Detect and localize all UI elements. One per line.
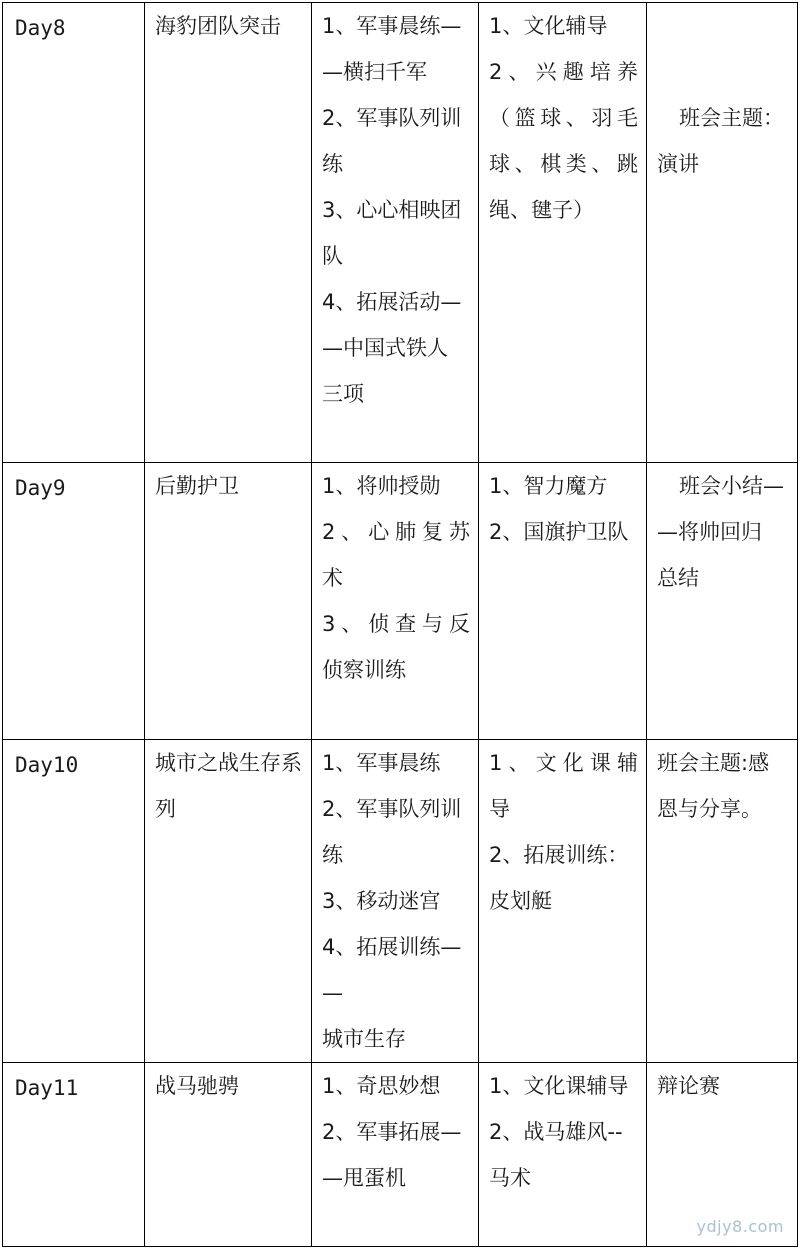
cell-line: —将帅回归 bbox=[657, 520, 762, 544]
cell-line: 城市生存 bbox=[322, 1027, 406, 1051]
cell-line: 1、将帅授勋 bbox=[322, 474, 441, 498]
day-cell: Day10 bbox=[3, 740, 145, 1063]
cell-line: —中国式铁人 bbox=[322, 336, 448, 360]
activities-cell bbox=[479, 3, 647, 463]
cell-line: 侦察训练 bbox=[322, 658, 406, 682]
cell-line bbox=[657, 49, 789, 95]
table-row bbox=[3, 463, 798, 740]
table-row bbox=[3, 3, 798, 463]
evening-cell bbox=[647, 3, 798, 463]
cell-line: 1、军事晨练 bbox=[322, 751, 441, 775]
cell-line: 2、军事队列训 bbox=[322, 106, 462, 130]
activities-cell bbox=[479, 463, 647, 740]
cell-line: 3、心心相映团 bbox=[322, 198, 462, 222]
theme-cell bbox=[145, 3, 312, 463]
activities-cell bbox=[479, 1063, 647, 1247]
military-training-cell bbox=[312, 1063, 479, 1247]
cell-line: 2、兴趣培养 bbox=[489, 60, 638, 84]
schedule-table bbox=[2, 2, 798, 1247]
cell-line: 马术 bbox=[489, 1166, 531, 1190]
theme-text: 海豹团队突击 bbox=[155, 14, 281, 38]
cell-line: 绳、毽子） bbox=[489, 198, 594, 222]
cell-line: 班会主题:感 bbox=[657, 751, 770, 775]
cell-line: 1、文化课辅导 bbox=[489, 1074, 629, 1098]
cell-line: 术 bbox=[322, 566, 343, 590]
cell-line: 4、拓展训练— bbox=[322, 935, 462, 959]
cell-line: 班会主题： bbox=[679, 106, 784, 130]
cell-line: 1、奇思妙想 bbox=[322, 1074, 441, 1098]
theme-cell bbox=[145, 1063, 312, 1247]
cell-line: 1、智力魔方 bbox=[489, 474, 608, 498]
cell-line: 4、拓展活动— bbox=[322, 290, 462, 314]
cell-line: 总结 bbox=[657, 566, 699, 590]
cell-line: 1、文化辅导 bbox=[489, 14, 608, 38]
evening-cell bbox=[647, 740, 798, 1063]
military-training-cell bbox=[312, 463, 479, 740]
cell-line: 2、国旗护卫队 bbox=[489, 520, 629, 544]
cell-line: 1、军事晨练— bbox=[322, 14, 462, 38]
cell-line: 3、移动迷宫 bbox=[322, 889, 441, 913]
cell-line bbox=[657, 3, 789, 49]
cell-line: 皮划艇 bbox=[489, 889, 552, 913]
table-row bbox=[3, 1063, 798, 1247]
table-row bbox=[3, 740, 798, 1063]
cell-line: 导 bbox=[489, 797, 510, 821]
military-training-cell bbox=[312, 3, 479, 463]
watermark: ydjy8.com bbox=[696, 1217, 784, 1236]
cell-line: 队 bbox=[322, 244, 343, 268]
cell-line: 班会小结— bbox=[679, 474, 784, 498]
cell-line: 演讲 bbox=[657, 152, 699, 176]
cell-line: — bbox=[322, 981, 343, 1005]
cell-line: 2、拓展训练： bbox=[489, 843, 629, 867]
theme-text: 后勤护卫 bbox=[155, 474, 239, 498]
day-cell: Day8 bbox=[3, 3, 145, 463]
cell-line: 恩与分享。 bbox=[657, 797, 762, 821]
cell-line: 1、文化课辅 bbox=[489, 751, 638, 775]
day-cell: Day11 bbox=[3, 1063, 145, 1247]
cell-line: 2、战马雄风-- bbox=[489, 1120, 623, 1144]
theme-cell bbox=[145, 463, 312, 740]
theme-text: 战马驰骋 bbox=[155, 1074, 239, 1098]
cell-line: 练 bbox=[322, 152, 343, 176]
activities-cell bbox=[479, 740, 647, 1063]
cell-line: 2、军事队列训 bbox=[322, 797, 462, 821]
cell-line: —甩蛋机 bbox=[322, 1166, 406, 1190]
evening-cell bbox=[647, 463, 798, 740]
cell-line: 3、侦查与反 bbox=[322, 612, 470, 636]
cell-line: —横扫千军 bbox=[322, 60, 427, 84]
cell-line: 2、军事拓展— bbox=[322, 1120, 462, 1144]
theme-cell bbox=[145, 740, 312, 1063]
cell-line: 三项 bbox=[322, 382, 364, 406]
military-training-cell bbox=[312, 740, 479, 1063]
theme-text: 城市之战生存系列 bbox=[155, 751, 302, 821]
cell-line: （篮球、羽毛 bbox=[489, 106, 638, 130]
cell-line: 辩论赛 bbox=[657, 1074, 720, 1098]
cell-line: 2、心肺复苏 bbox=[322, 520, 470, 544]
cell-line: 练 bbox=[322, 843, 343, 867]
cell-line: 球、棋类、跳 bbox=[489, 152, 638, 176]
day-cell: Day9 bbox=[3, 463, 145, 740]
